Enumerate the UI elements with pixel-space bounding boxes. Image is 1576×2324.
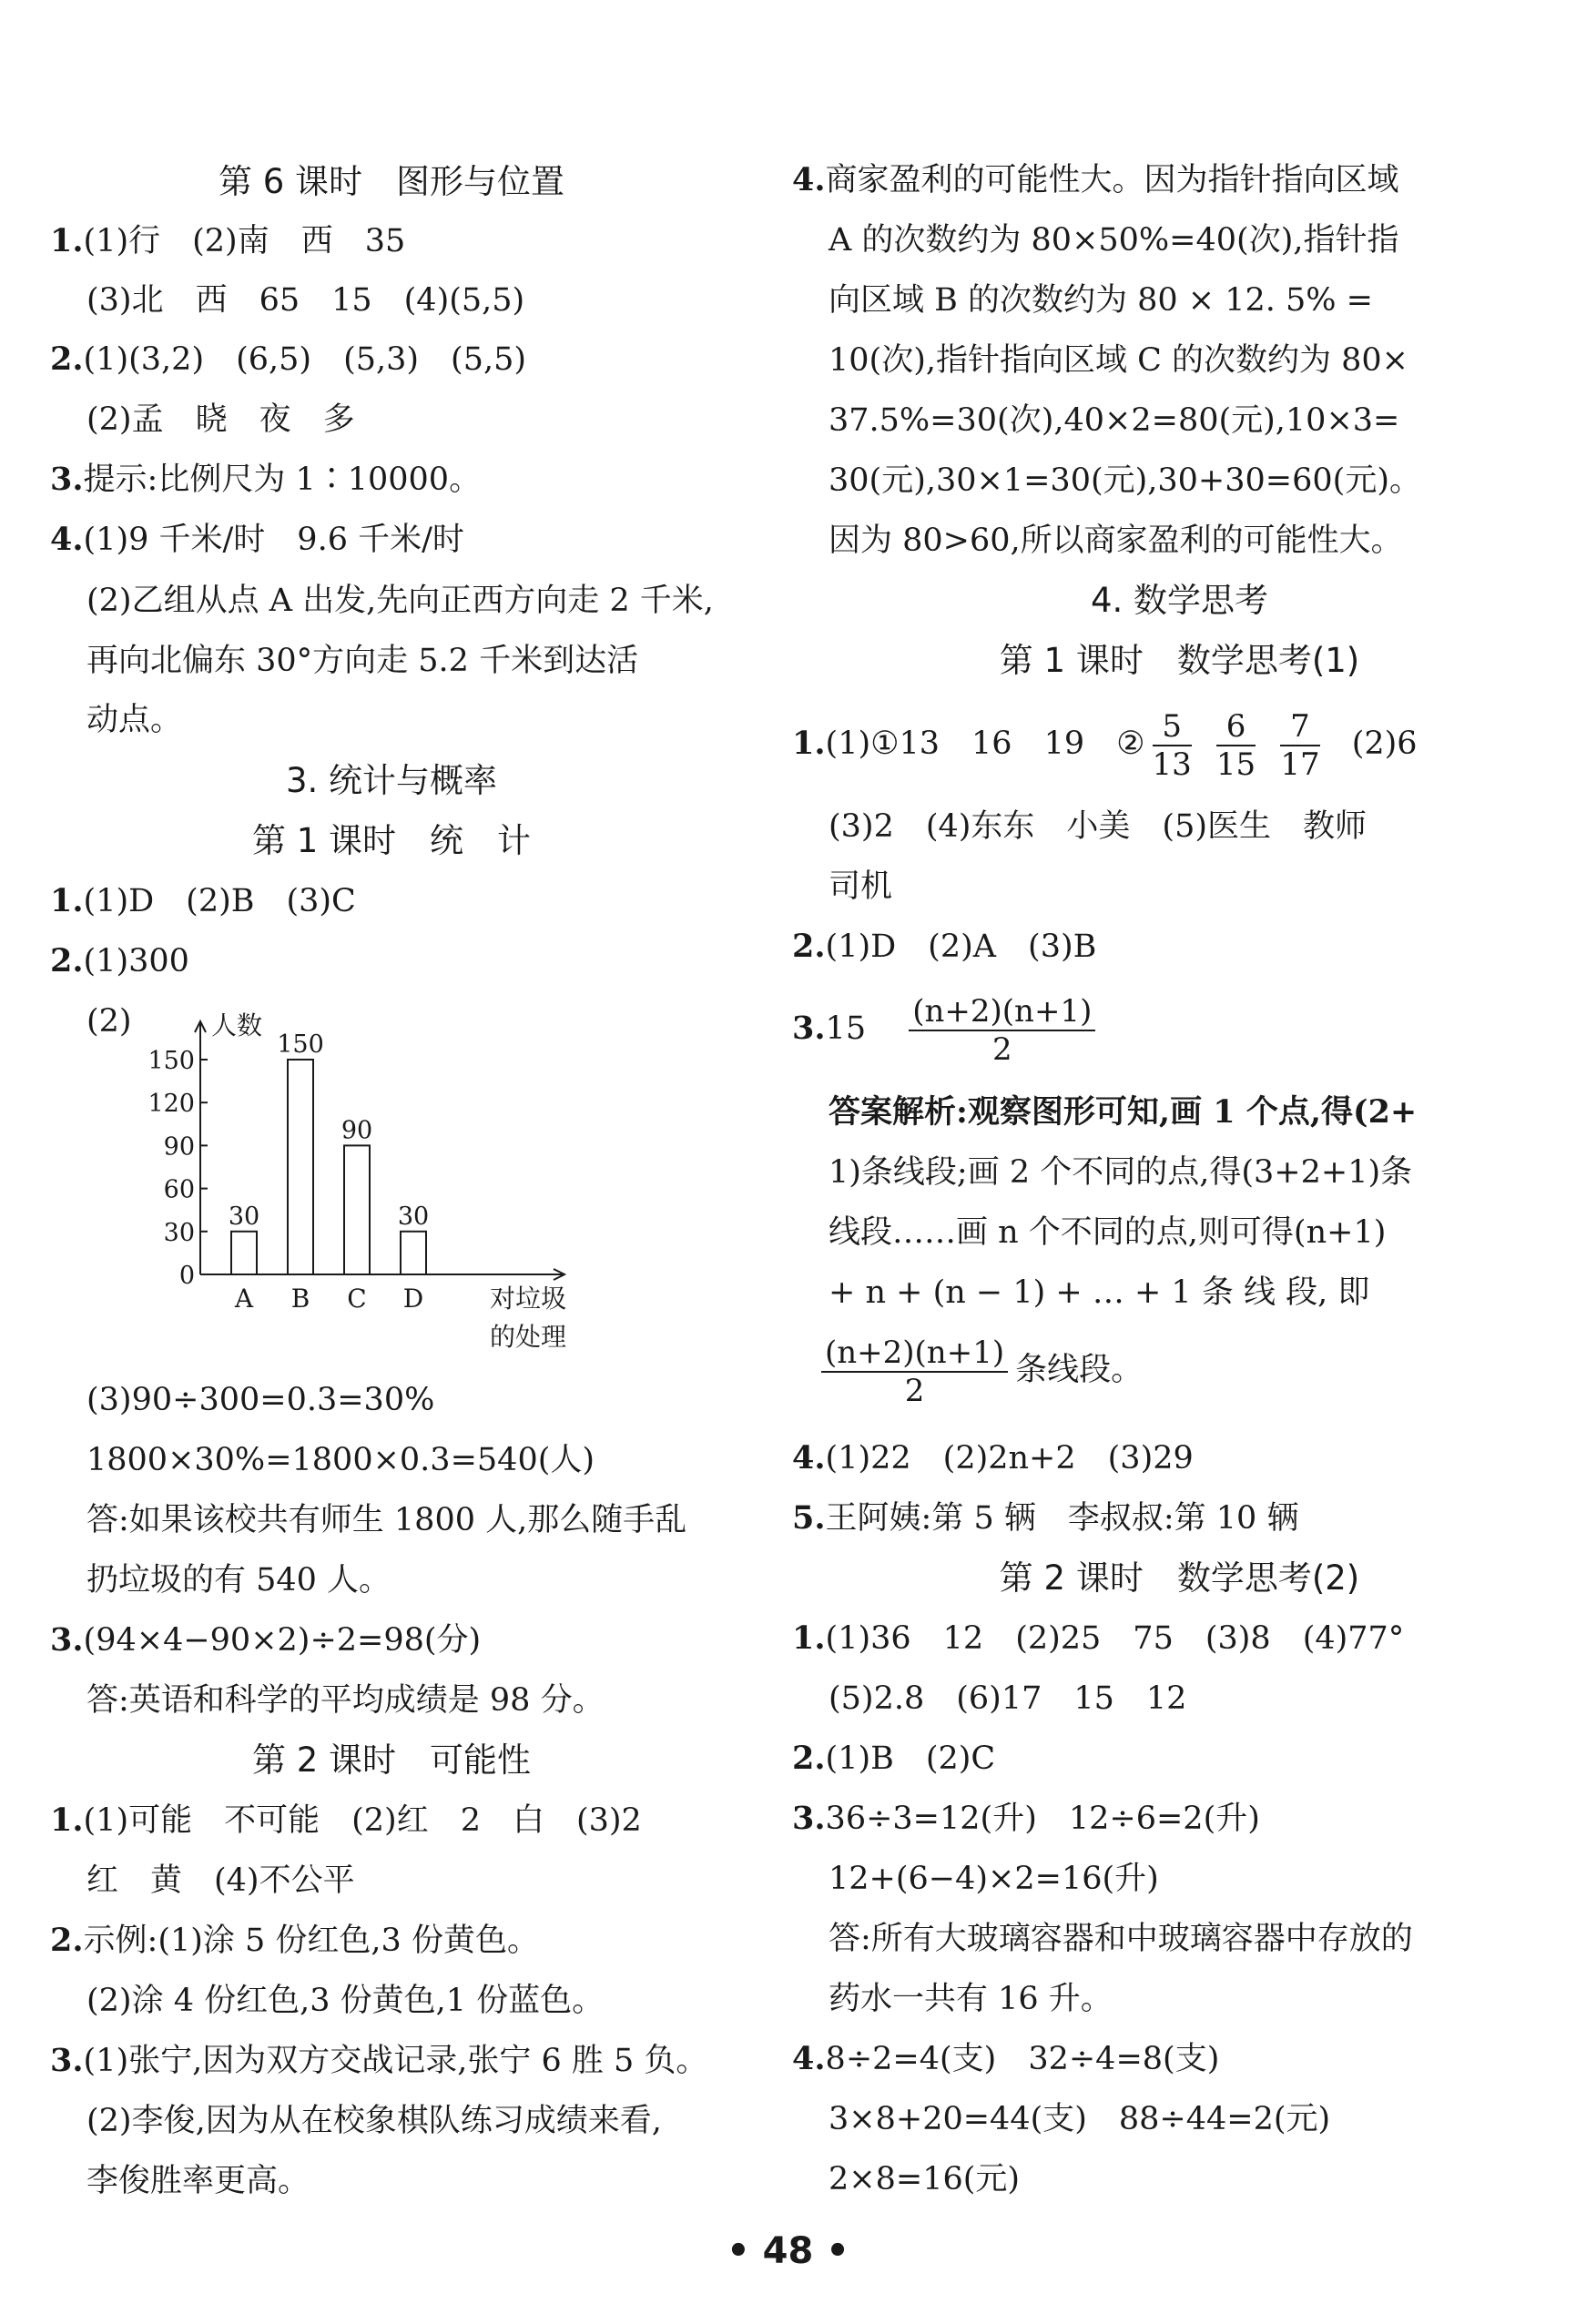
answer-line: 4.(1)9 千米/时 9.6 千米/时 [50, 521, 464, 558]
answer-line: 1.(1)可能 不可能 (2)红 2 白 (3)2 [50, 1801, 642, 1839]
answer-line: + n + (n − 1) + … + 1 条 线 段, 即 [829, 1274, 1370, 1311]
answer-line: 1.(1)行 (2)南 西 35 [50, 222, 406, 259]
answer-line: 答:如果该校共有师生 1800 人,那么随手乱 [86, 1502, 687, 1538]
y-tick-label: 60 [163, 1175, 195, 1204]
answer-line: $\frac{(n+2)(n+1)}{2}$ 条线段。 [821, 1329, 1143, 1411]
answer-line: 1.(1)①13 16 19 ② $\frac{5}{13}$ $\frac{6}{15}$ $\frac{7}{17}$ (2)6 [792, 707, 1418, 783]
answer-line: 动点。 [86, 702, 183, 738]
bar [401, 1232, 426, 1274]
y-axis-label: 人数 [211, 1010, 263, 1040]
answer-line: 2.(1)300 [50, 942, 189, 979]
answer-line: 3.36÷3=12(升) 12÷6=2(升) [792, 1800, 1260, 1837]
data-label: 150 [277, 1030, 324, 1059]
y-tick-label: 90 [163, 1132, 195, 1162]
answer-line: 2.示例:(1)涂 5 份红色,3 份黄色。 [50, 1922, 539, 1959]
y-tick-label: 120 [147, 1090, 195, 1119]
answer-line: 扔垃圾的有 540 人。 [86, 1562, 391, 1598]
answer-line: 3.15 $\frac{(n+2)(n+1)}{2}$ [792, 988, 1103, 1070]
answer-line: 向区域 B 的次数约为 80 × 12. 5% = [829, 282, 1373, 319]
answer-line: (3)2 (4)东东 小美 (5)医生 教师 [829, 808, 1368, 845]
page-number: • 48 • [727, 2230, 849, 2272]
data-label: 30 [228, 1202, 260, 1231]
section-heading: 第 2 课时 可能性 [251, 1740, 532, 1780]
answer-line: 再向北偏东 30°方向走 5.2 千米到达活 [86, 643, 639, 679]
bar [288, 1060, 313, 1274]
answer-line: 12+(6−4)×2=16(升) [829, 1861, 1159, 1897]
y-tick-label: 0 [178, 1262, 195, 1290]
fraction: $\frac{7}{17}$ [1280, 707, 1320, 783]
y-tick-label: 30 [163, 1218, 195, 1247]
answer-line: 4.商家盈利的可能性大。因为指针指向区域 [792, 161, 1399, 198]
bar [344, 1145, 370, 1274]
answer-line: 2×8=16(元) [829, 2161, 1021, 2197]
answer-line: (2) [86, 1003, 132, 1040]
chapter-heading: 3. 统计与概率 [285, 761, 498, 800]
answer-line: 1)条线段;画 2 个不同的点,得(3+2+1)条 [829, 1154, 1413, 1191]
answer-line: 司机 [829, 868, 893, 905]
fraction: $\frac{6}{15}$ [1215, 707, 1256, 783]
answer-line: 因为 80>60,所以商家盈利的可能性大。 [829, 523, 1403, 559]
answer-line: 1800×30%=1800×0.3=540(人) [86, 1442, 595, 1478]
x-tick-label: C [347, 1284, 367, 1314]
answer-line: 3.提示:比例尺为 1∶10000。 [50, 461, 482, 498]
x-tick-label: D [402, 1284, 424, 1314]
answer-line: A 的次数约为 80×50%=40(次),指针指 [829, 222, 1399, 259]
answer-line: (2)李俊,因为从在校象棋队练习成绩来看, [86, 2103, 662, 2139]
fraction: $\frac{5}{13}$ [1152, 707, 1192, 783]
chapter-heading: 4. 数学思考 [1090, 581, 1269, 620]
answer-line: (5)2.8 (6)17 15 12 [829, 1680, 1187, 1717]
answer-line: (3)北 西 65 15 (4)(5,5) [86, 282, 525, 319]
x-axis-label: 对垃圾 [489, 1284, 567, 1314]
fraction: $\frac{(n+2)(n+1)}{2}$ [821, 1335, 1008, 1409]
answer-line: 2.(1)D (2)A (3)B [792, 928, 1097, 965]
answer-line: (2)乙组从点 A 出发,先向正西方向走 2 千米, [86, 583, 714, 619]
answer-line: 4.(1)22 (2)2n+2 (3)29 [792, 1439, 1194, 1477]
answer-line: 10(次),指针指向区域 C 的次数约为 80× [829, 342, 1408, 379]
answer-line: 2.(1)(3,2) (6,5) (5,3) (5,5) [50, 340, 527, 378]
answer-line: 红 黄 (4)不公平 [86, 1862, 355, 1899]
section-heading: 第 2 课时 数学思考(2) [999, 1558, 1360, 1598]
answer-line: 30(元),30×1=30(元),30+30=60(元)。 [829, 462, 1421, 499]
section-heading: 第 6 课时 图形与位置 [218, 162, 565, 201]
fraction: $\frac{(n+2)(n+1)}{2}$ [909, 993, 1095, 1068]
answer-line: (3)90÷300=0.3=30% [86, 1382, 435, 1418]
section-heading: 第 1 课时 统 计 [251, 821, 532, 860]
answer-line: 3.(1)张宁,因为双方交战记录,张宁 6 胜 5 负。 [50, 2042, 708, 2079]
x-tick-label: B [290, 1284, 310, 1314]
answer-line: 3×8+20=44(支) 88÷44=2(元) [829, 2101, 1331, 2137]
answer-line: 答:英语和科学的平均成绩是 98 分。 [86, 1682, 605, 1719]
answer-line: 4.8÷2=4(支) 32÷4=8(支) [792, 2040, 1220, 2077]
answer-line: 1.(1)36 12 (2)25 75 (3)8 (4)77° [792, 1619, 1405, 1657]
answer-line: (2)孟 晓 夜 多 [86, 401, 355, 438]
answer-line: 3.(94×4−90×2)÷2=98(分) [50, 1621, 482, 1659]
x-axis-label: 的处理 [489, 1322, 567, 1352]
answer-line: 2.(1)B (2)C [792, 1740, 996, 1777]
bar-chart [127, 1001, 601, 1352]
x-tick-label: A [234, 1284, 254, 1314]
section-heading: 第 1 课时 数学思考(1) [999, 641, 1360, 680]
answer-line: 李俊胜率更高。 [86, 2163, 310, 2199]
data-label: 30 [397, 1202, 430, 1231]
data-label: 90 [341, 1116, 373, 1145]
y-tick-label: 150 [147, 1047, 195, 1075]
answer-line: 答案解析:观察图形可知,画 1 个点,得(2+ [829, 1093, 1418, 1131]
answer-line: 线段……画 n 个不同的点,则可得(n+1) [829, 1214, 1387, 1251]
answer-line: 37.5%=30(次),40×2=80(元),10×3= [829, 402, 1400, 439]
answer-line: (2)涂 4 份红色,3 份黄色,1 份蓝色。 [86, 1983, 605, 2019]
answer-line: 5.王阿姨:第 5 辆 李叔叔:第 10 辆 [792, 1499, 1299, 1537]
answer-line: 答:所有大玻璃容器和中玻璃容器中存放的 [829, 1921, 1413, 1957]
bar [231, 1232, 257, 1274]
answer-line: 1.(1)D (2)B (3)C [50, 882, 356, 919]
answer-line: 药水一共有 16 升。 [829, 1981, 1113, 2017]
